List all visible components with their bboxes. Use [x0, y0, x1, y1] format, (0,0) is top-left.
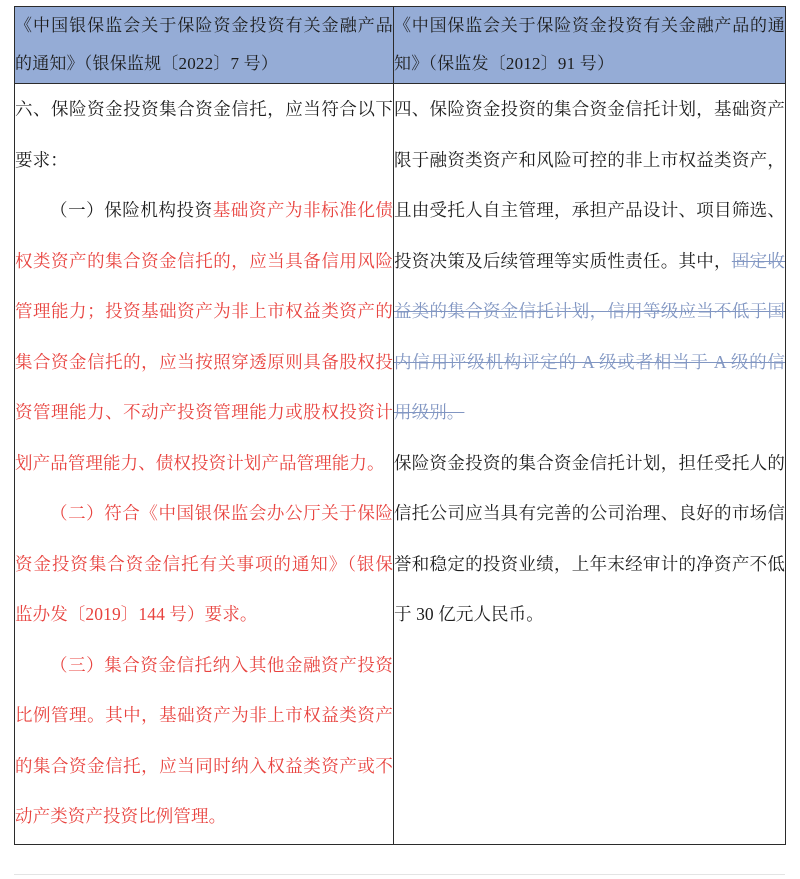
text-run-red: （三）集合资金信托纳入其他金融资产投资比例管理。其中，基础资产为非上市权益类资产的集合资金信托，应当同时纳入权益类资产或不动产类资产投资比例管理。 [15, 654, 393, 826]
paragraph-item-four [394, 84, 785, 438]
body-cell-left [15, 84, 394, 845]
header-cell-left [15, 7, 394, 84]
text-run-red: （二）符合《中国银保监会办公厅关于保险资金投资集合资金信托有关事项的通知》（银保监办发〔2019〕144 号）要求。 [15, 503, 393, 624]
paragraph-item-one [15, 185, 393, 488]
text-run-black: 六、保险资金投资集合资金信托，应当符合以下要求： [15, 99, 393, 170]
text-run-black: （一）保险机构投资 [50, 200, 213, 220]
right-column-content [394, 84, 785, 640]
page-bottom-rule [14, 874, 785, 875]
text-run-strike: 固定收益类的集合资金信托计划，信用等级应当不低于国内信用评级机构评定的 A 级或者相当于 A 级的信用级别。 [394, 250, 785, 422]
header-cell-right [394, 7, 786, 84]
body-cell-right [394, 84, 786, 845]
header-title-left: 《中国银保监会关于保险资金投资有关金融产品的通知》（银保监规〔2022〕7 号） [15, 16, 393, 73]
left-column-content [15, 84, 393, 842]
header-title-right: 《中国保监会关于保险资金投资有关金融产品的通知》（保监发〔2012〕91 号） [394, 16, 785, 73]
text-run-red: 基础资产为非标准化债权类资产的集合资金信托的，应当具备信用风险管理能力；投资基础资产为非上市权益类资产的集合资金信托的，应当按照穿透原则具备股权投资管理能力、不动产投资管理能力或股权投资计划产品管理能力、债权投资计划产品管理能力。 [15, 200, 393, 473]
table-body-row [15, 84, 786, 845]
paragraph-item-four-cont [394, 438, 785, 640]
regulation-comparison-table [14, 6, 786, 845]
text-run-black: 保险资金投资的集合资金信托计划，担任受托人的信托公司应当具有完善的公司治理、良好的市场信誉和稳定的投资业绩，上年末经审计的净资产不低于 30 亿元人民币。 [394, 452, 785, 624]
table-header-row [15, 7, 786, 84]
paragraph-item-six [15, 84, 393, 185]
text-run-black: 四、保险资金投资的集合资金信托计划，基础资产限于融资类资产和风险可控的非上市权益类资产，且由受托人自主管理，承担产品设计、项目筛选、投资决策及后续管理等实质性责任。其中， [394, 99, 785, 271]
paragraph-item-three [15, 640, 393, 842]
paragraph-item-two [15, 488, 393, 640]
